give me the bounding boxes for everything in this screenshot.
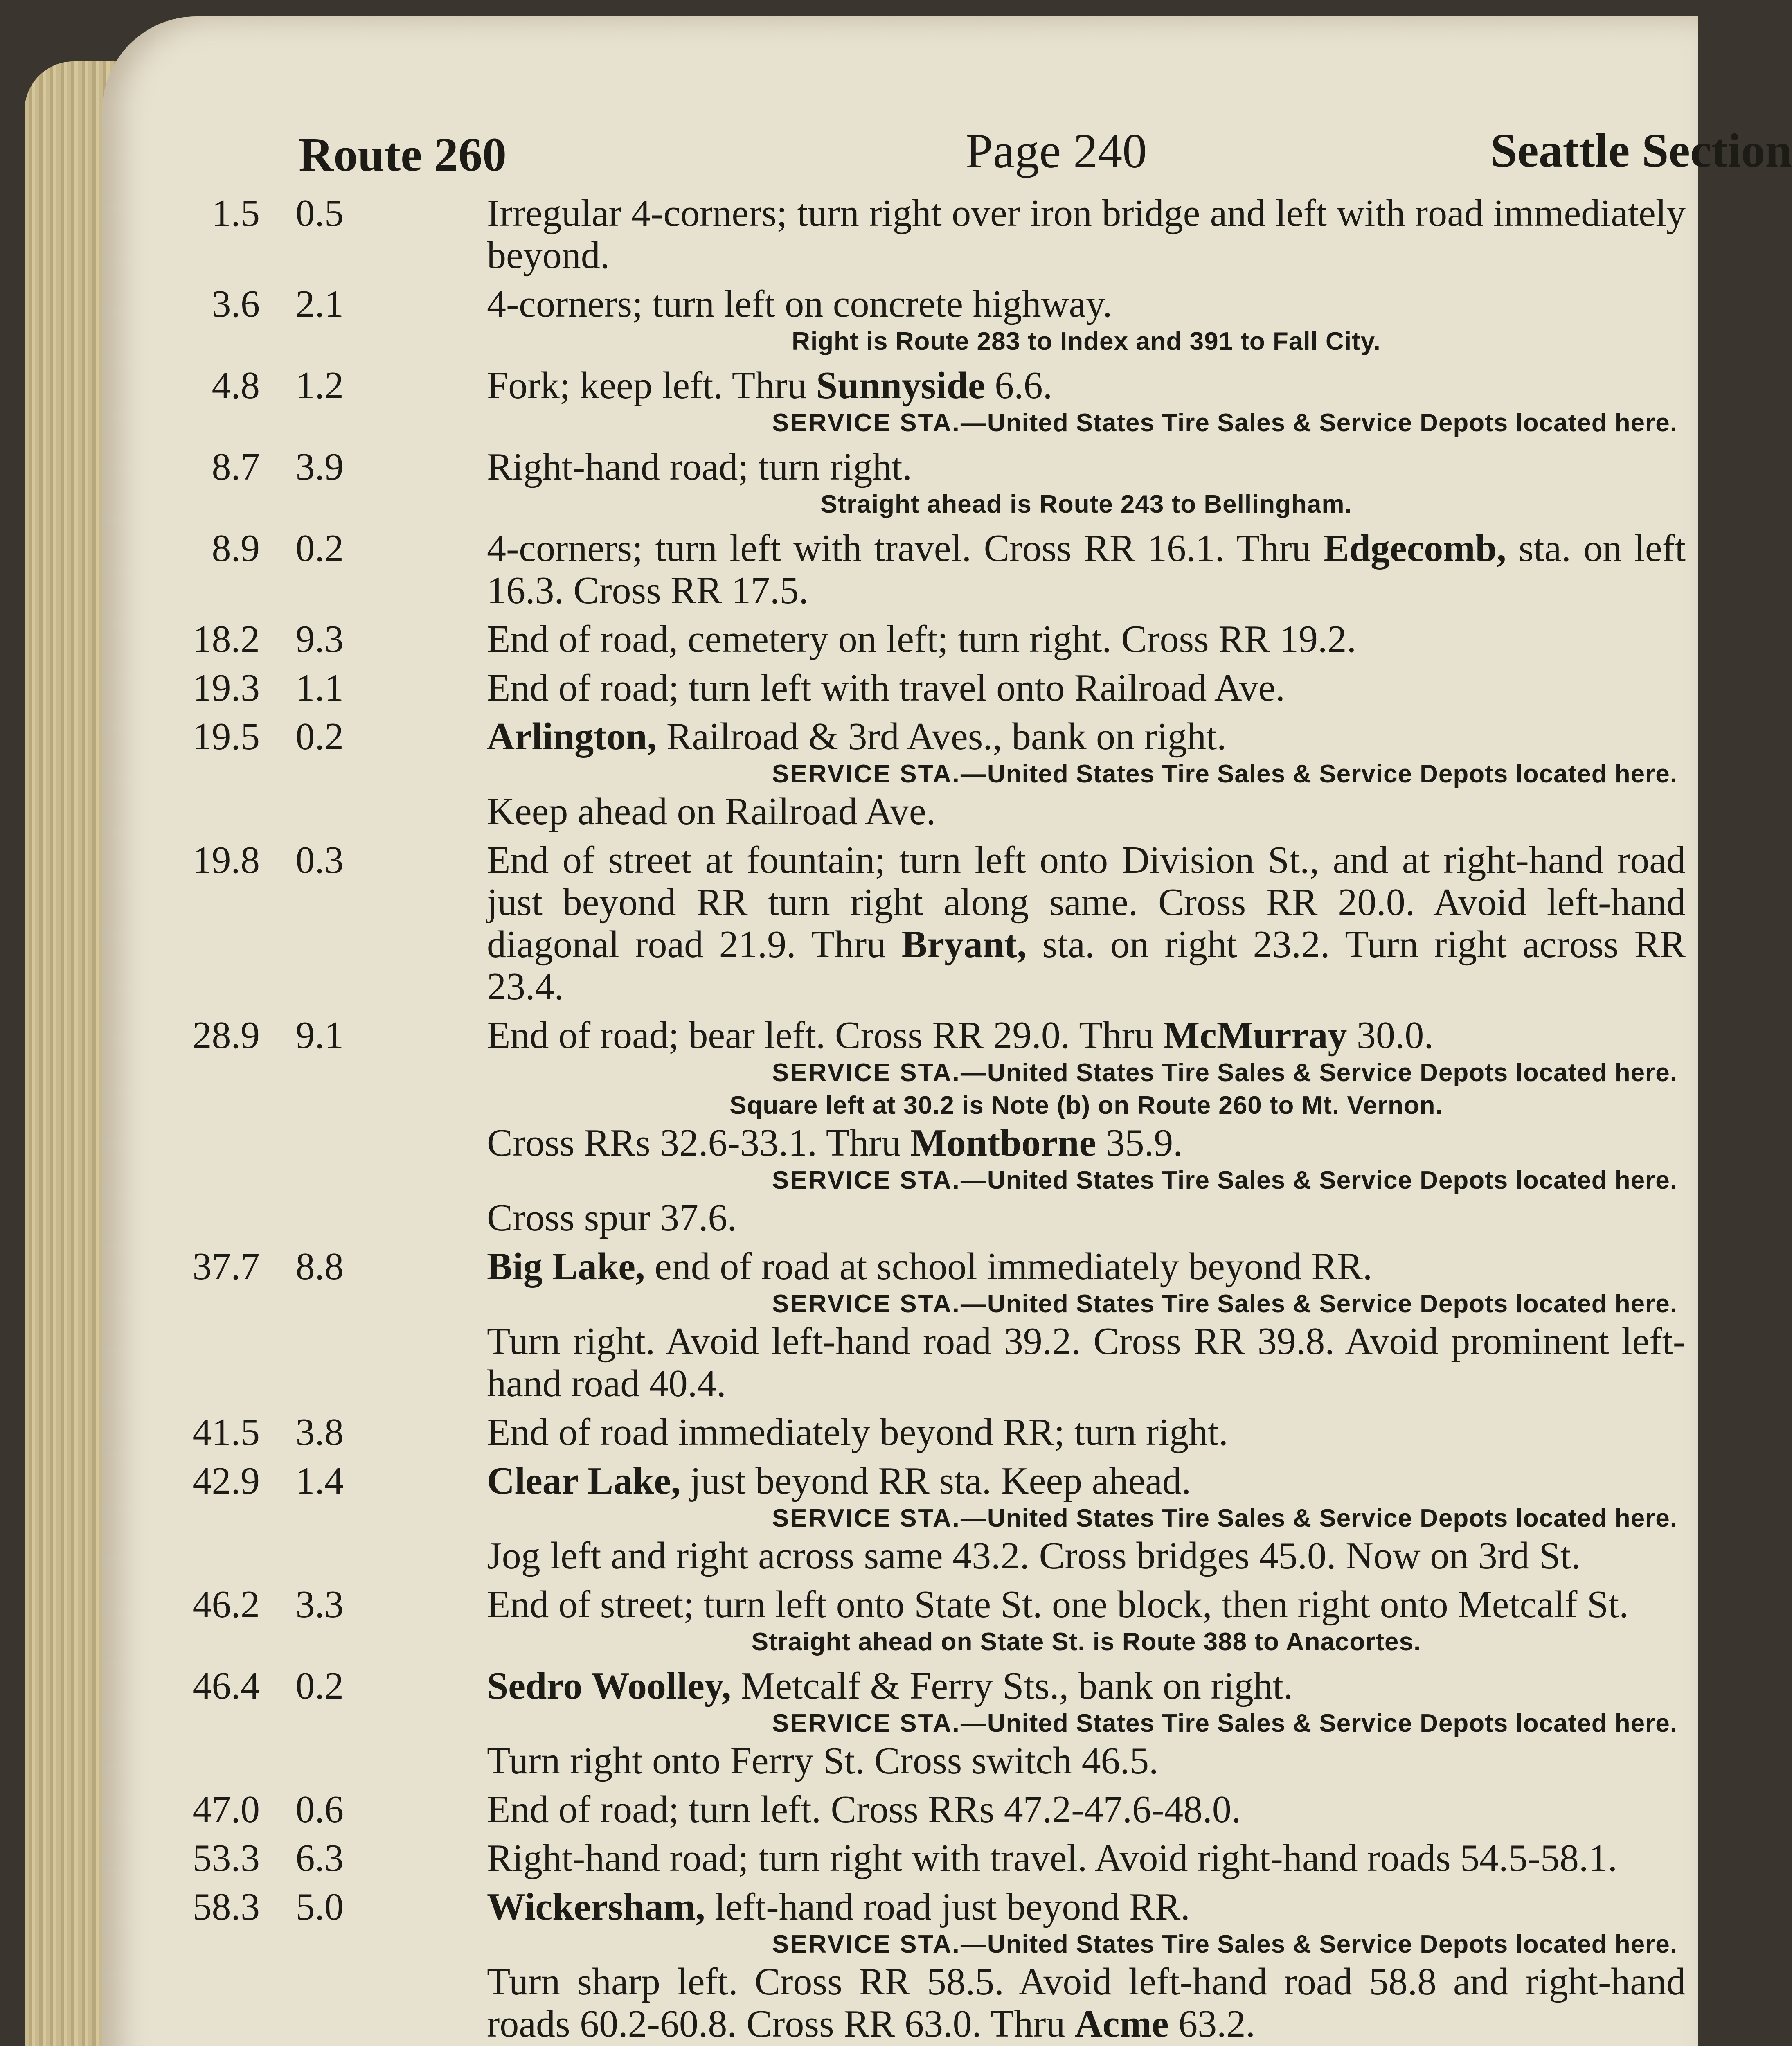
entry-directions [487,446,1686,521]
entry-directions [487,365,1686,439]
entry-gap [192,521,1686,527]
route-entry [192,365,1686,439]
entry-gap [192,612,1686,618]
direction-text: Wickersham, left-hand road just beyond RR. [487,1886,1190,1928]
route-note: Square left at 30.2 is Note (b) on Route 260 to Mt. Vernon. [729,1091,1443,1120]
entry-directions [487,716,1686,833]
section-title: Seattle Section [1490,124,1792,177]
route-note: Straight ahead on State St. is Route 388 to Anacortes. [751,1628,1421,1656]
direction-text: Right-hand road; turn right with travel. Avoid right-hand roads 54.5-58.1. [487,1837,1617,1879]
segment-distance: 9.3 [295,618,344,660]
cumulative-mileage: 46.2 [192,1583,260,1626]
entry-directions [487,1886,1686,2046]
direction-text: End of road; bear left. Cross RR 29.0. Thru McMurray 30.0. [487,1014,1434,1057]
route-entry [192,1460,1686,1577]
entry-directions [487,1789,1686,1831]
entry-directions [487,618,1686,660]
direction-text: End of road, cemetery on left; turn right. Cross RR 19.2. [487,618,1357,660]
entry-directions [487,1411,1686,1453]
place-name: Sunnyside [816,364,985,407]
route-entry [192,446,1686,521]
entry-directions [487,283,1686,358]
direction-text: Cross spur 37.6. [487,1197,737,1239]
entry-gap [192,1831,1686,1837]
service-station-note: SERVICE STA.—United States Tire Sales & Service Depots located here. [772,409,1677,437]
segment-distance: 3.8 [295,1411,344,1453]
route-entry [192,1584,1686,1658]
route-entries [192,192,1686,2046]
entry-gap [192,277,1686,283]
cumulative-mileage: 28.9 [192,1014,260,1057]
direction-text: Turn right onto Ferry St. Cross switch 46.5. [487,1740,1159,1782]
cumulative-mileage: 53.3 [192,1837,260,1879]
segment-distance: 0.2 [295,527,344,570]
direction-text: End of street at fountain; turn left onto Division St., and at right-hand road just beyond RR turn right along same. Cross RR 20.0. Avoid left-hand diagonal road 21.9. Thru Bryant, sta. on right 23.2. Turn right across RR 23.4. [487,839,1686,1008]
entry-directions [487,839,1686,1008]
route-entry [192,667,1686,709]
service-station-note: SERVICE STA.—United States Tire Sales & Service Depots located here. [772,760,1677,788]
cumulative-mileage: 19.5 [192,715,260,758]
entry-directions [487,527,1686,612]
route-entry [192,618,1686,660]
cumulative-mileage: 37.7 [192,1245,260,1288]
direction-text: Fork; keep left. Thru Sunnyside 6.6. [487,364,1053,407]
place-name: Acme [1075,2003,1169,2045]
entry-directions [487,1665,1686,1782]
entry-gap [192,1658,1686,1665]
route-note: Right is Route 283 to Index and 391 to Fall City. [792,327,1381,356]
segment-distance: 1.4 [295,1460,344,1502]
service-station-note: SERVICE STA.—United States Tire Sales & Service Depots located here. [772,1930,1677,1958]
cumulative-mileage: 8.7 [212,446,260,488]
segment-distance: 0.3 [295,839,344,881]
place-name: Montborne [910,1122,1096,1164]
entry-directions [487,1460,1686,1577]
entry-gap [192,1239,1686,1246]
segment-distance: 3.9 [295,446,344,488]
entry-gap [192,358,1686,365]
cumulative-mileage: 41.5 [192,1411,260,1453]
page-header [299,115,1792,180]
entry-directions [487,667,1686,709]
cumulative-mileage: 3.6 [212,283,260,325]
entry-gap [192,1008,1686,1014]
direction-text: Clear Lake, just beyond RR sta. Keep ahead. [487,1460,1191,1502]
route-entry [192,527,1686,612]
direction-text: Turn right. Avoid left-hand road 39.2. Cross RR 39.8. Avoid prominent left-hand road 40.4. [487,1320,1686,1405]
entry-directions [487,1246,1686,1405]
direction-text: 4-corners; turn left with travel. Cross RR 16.1. Thru Edgecomb, sta. on left 16.3. Cross RR 17.5. [487,527,1686,612]
place-name: Big Lake, [487,1245,645,1288]
segment-distance: 3.3 [295,1583,344,1626]
route-entry [192,1246,1686,1405]
entry-gap [192,833,1686,839]
route-entry [192,1886,1686,2046]
route-entry [192,1789,1686,1831]
segment-distance: 6.3 [295,1837,344,1879]
entry-directions [487,192,1686,277]
cumulative-mileage: 19.3 [192,667,260,709]
route-entry [192,192,1686,277]
direction-text: Turn sharp left. Cross RR 58.5. Avoid left-hand road 58.8 and right-hand roads 60.2-60.8. Cross RR 63.0. Thru Acme 63.2. [487,1960,1686,2045]
direction-text: Sedro Woolley, Metcalf & Ferry Sts., bank on right. [487,1665,1293,1707]
entry-directions [487,1837,1686,1879]
route-entry [192,1837,1686,1879]
direction-text: End of road; turn left. Cross RRs 47.2-47.6-48.0. [487,1788,1241,1831]
direction-text: Arlington, Railroad & 3rd Aves., bank on right. [487,715,1227,758]
entry-gap [192,1577,1686,1584]
direction-text: Keep ahead on Railroad Ave. [487,790,936,833]
route-entry [192,1411,1686,1453]
direction-text: Big Lake, end of road at school immediately beyond RR. [487,1245,1373,1288]
segment-distance: 8.8 [295,1245,344,1288]
entry-directions [487,1014,1686,1239]
entry-gap [192,1782,1686,1789]
cumulative-mileage: 4.8 [212,364,260,407]
segment-distance: 0.2 [295,715,344,758]
place-name: Edgecomb, [1323,527,1506,570]
cumulative-mileage: 1.5 [212,192,260,234]
cumulative-mileage: 47.0 [192,1788,260,1831]
segment-distance: 0.5 [295,192,344,234]
direction-text: Cross RRs 32.6-33.1. Thru Montborne 35.9. [487,1122,1183,1164]
segment-distance: 2.1 [295,283,344,325]
service-station-note: SERVICE STA.—United States Tire Sales & Service Depots located here. [772,1059,1677,1087]
direction-text: End of road; turn left with travel onto Railroad Ave. [487,667,1285,709]
route-entry [192,1014,1686,1239]
direction-text: Irregular 4-corners; turn right over iron bridge and left with road immediately beyond. [487,192,1686,277]
route-entry [192,839,1686,1008]
segment-distance: 5.0 [295,1886,344,1928]
segment-distance: 9.1 [295,1014,344,1057]
direction-text: Right-hand road; turn right. [487,446,912,488]
service-station-note: SERVICE STA.—United States Tire Sales & Service Depots located here. [772,1290,1677,1318]
service-station-note: SERVICE STA.—United States Tire Sales & Service Depots located here. [772,1166,1677,1194]
cumulative-mileage: 19.8 [192,839,260,881]
route-entry [192,716,1686,833]
route-entry [192,283,1686,358]
cumulative-mileage: 18.2 [192,618,260,660]
cumulative-mileage: 8.9 [212,527,260,570]
place-name: Wickersham, [487,1886,705,1928]
place-name: Sedro Woolley, [487,1665,732,1707]
route-number: Route 260 [299,128,507,181]
cumulative-mileage: 46.4 [192,1665,260,1707]
page-number: Page 240 [966,124,1147,178]
place-name: Clear Lake, [487,1460,681,1502]
entry-gap [192,439,1686,446]
direction-text: 4-corners; turn left on concrete highway. [487,283,1112,325]
entry-directions [487,1584,1686,1658]
segment-distance: 1.1 [295,667,344,709]
direction-text: End of street; turn left onto State St. one block, then right onto Metcalf St. [487,1583,1629,1626]
route-note: Straight ahead is Route 243 to Bellingham. [820,490,1352,518]
direction-text: End of road immediately beyond RR; turn right. [487,1411,1228,1453]
place-name: Bryant, [901,923,1027,966]
place-name: McMurray [1163,1014,1347,1057]
cumulative-mileage: 58.3 [192,1886,260,1928]
entry-gap [192,660,1686,667]
segment-distance: 0.6 [295,1788,344,1831]
segment-distance: 0.2 [295,1665,344,1707]
place-name: Arlington, [487,715,657,758]
route-entry [192,1665,1686,1782]
entry-gap [192,1405,1686,1411]
service-station-note: SERVICE STA.—United States Tire Sales & Service Depots located here. [772,1709,1677,1737]
service-station-note: SERVICE STA.—United States Tire Sales & Service Depots located here. [772,1504,1677,1532]
entry-gap [192,709,1686,716]
segment-distance: 1.2 [295,364,344,407]
entry-gap [192,1453,1686,1460]
entry-gap [192,1879,1686,1886]
direction-text: Jog left and right across same 43.2. Cross bridges 45.0. Now on 3rd St. [487,1534,1581,1577]
cumulative-mileage: 42.9 [192,1460,260,1502]
